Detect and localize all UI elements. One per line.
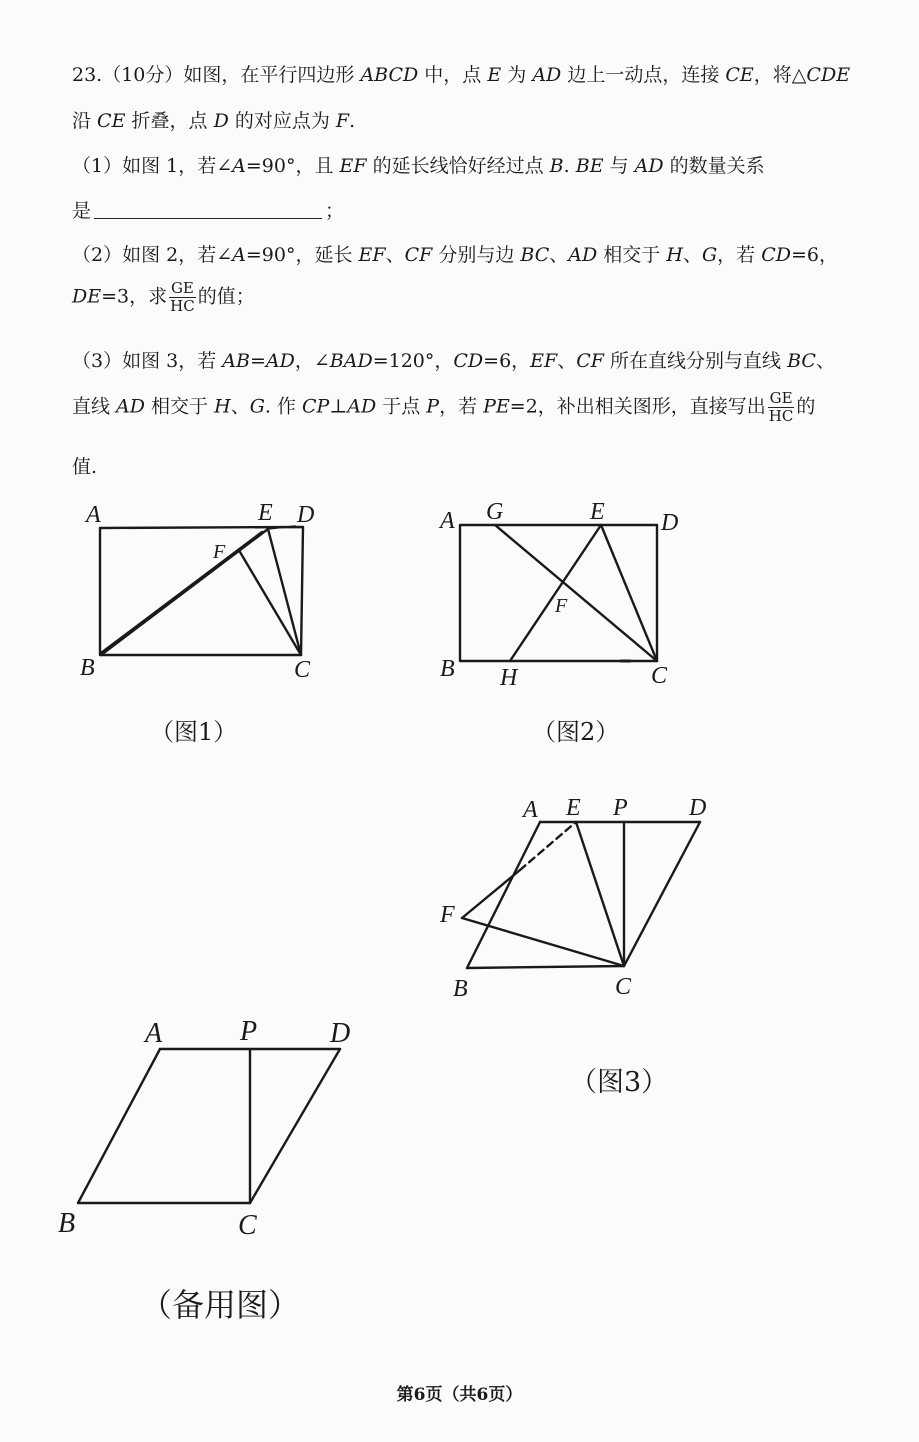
figure-1-lines <box>100 526 303 655</box>
problem-stem-line1: 23.（10分）如图，在平行四边形 ABCD 中，点 E 为 AD 边上一动点，连接 CE，将△CDE <box>72 64 851 86</box>
fig2-label-b: B <box>440 656 455 682</box>
fig1-label-c: C <box>294 657 311 683</box>
question-3-line2: 直线 AD 相交于 H、G. 作 CP⊥AD 于点 P，若 PE=2，补出相关图形，直接写出 $\frac{GE}{HC}$ 的 <box>72 389 816 425</box>
fig2-label-a: A <box>440 508 455 534</box>
question-3-line3: 值. <box>72 456 98 478</box>
spare-figure-lines <box>78 1049 340 1203</box>
fraction-ge-hc: $\frac{GE}{HC}$ <box>170 279 195 315</box>
fig3-label-p: P <box>613 795 628 821</box>
fig2-caption: （图2） <box>532 718 620 746</box>
spare-label-d: D <box>330 1018 351 1049</box>
fig3-label-c: C <box>615 974 632 1000</box>
fig2-label-e: E <box>590 499 605 525</box>
page-number: 第6页（共6页） <box>396 1385 523 1405</box>
question-2-line2: DE=3，求 $\frac{GE}{HC}$ 的值； <box>72 279 255 315</box>
spare-label-a: A <box>145 1018 163 1049</box>
fig3-label-f: F <box>440 902 455 928</box>
problem-stem-line2: 沿 CE 折叠，点 D 的对应点为 F. <box>72 110 356 132</box>
fig2-label-g: G <box>486 499 504 525</box>
fig3-label-e: E <box>566 795 581 821</box>
fig2-label-d: D <box>661 510 679 536</box>
fig2-label-c: C <box>651 663 668 689</box>
figure-2-lines <box>460 525 657 661</box>
fig3-label-b: B <box>453 976 468 1002</box>
fig1-label-e: E <box>258 500 273 526</box>
question-1-line2: 是 ； <box>72 200 345 222</box>
fig1-label-f: F <box>213 541 226 563</box>
fig1-label-b: B <box>80 655 95 681</box>
question-1-line1: （1）如图 1，若∠A=90°，且 EF 的延长线恰好经过点 B. BE 与 AD 的数量关系 <box>72 155 765 177</box>
spare-label-c: C <box>238 1210 257 1241</box>
fraction-ge-hc-2: $\frac{GE}{HC}$ <box>768 389 794 425</box>
spare-caption: （备用图） <box>140 1286 301 1324</box>
fig3-label-a: A <box>523 797 538 823</box>
question-3-line1: （3）如图 3，若 AB=AD，∠BAD=120°，CD=6，EF、CF 所在直线分别与直线 BC、 <box>72 350 835 372</box>
spare-label-p: P <box>240 1016 258 1047</box>
fig2-label-h: H <box>500 665 518 691</box>
fig1-caption: （图1） <box>150 718 238 746</box>
fig3-caption: （图3） <box>570 1067 669 1098</box>
fig3-label-d: D <box>689 795 707 821</box>
spare-label-b: B <box>58 1208 76 1239</box>
fig1-label-d: D <box>297 502 315 528</box>
fig1-label-a: A <box>86 502 101 528</box>
figure-3-lines <box>462 822 700 968</box>
question-2-line1: （2）如图 2，若∠A=90°，延长 EF、CF 分别与边 BC、AD 相交于 H、G，若 CD=6， <box>72 244 838 266</box>
fig2-label-f: F <box>555 595 568 617</box>
